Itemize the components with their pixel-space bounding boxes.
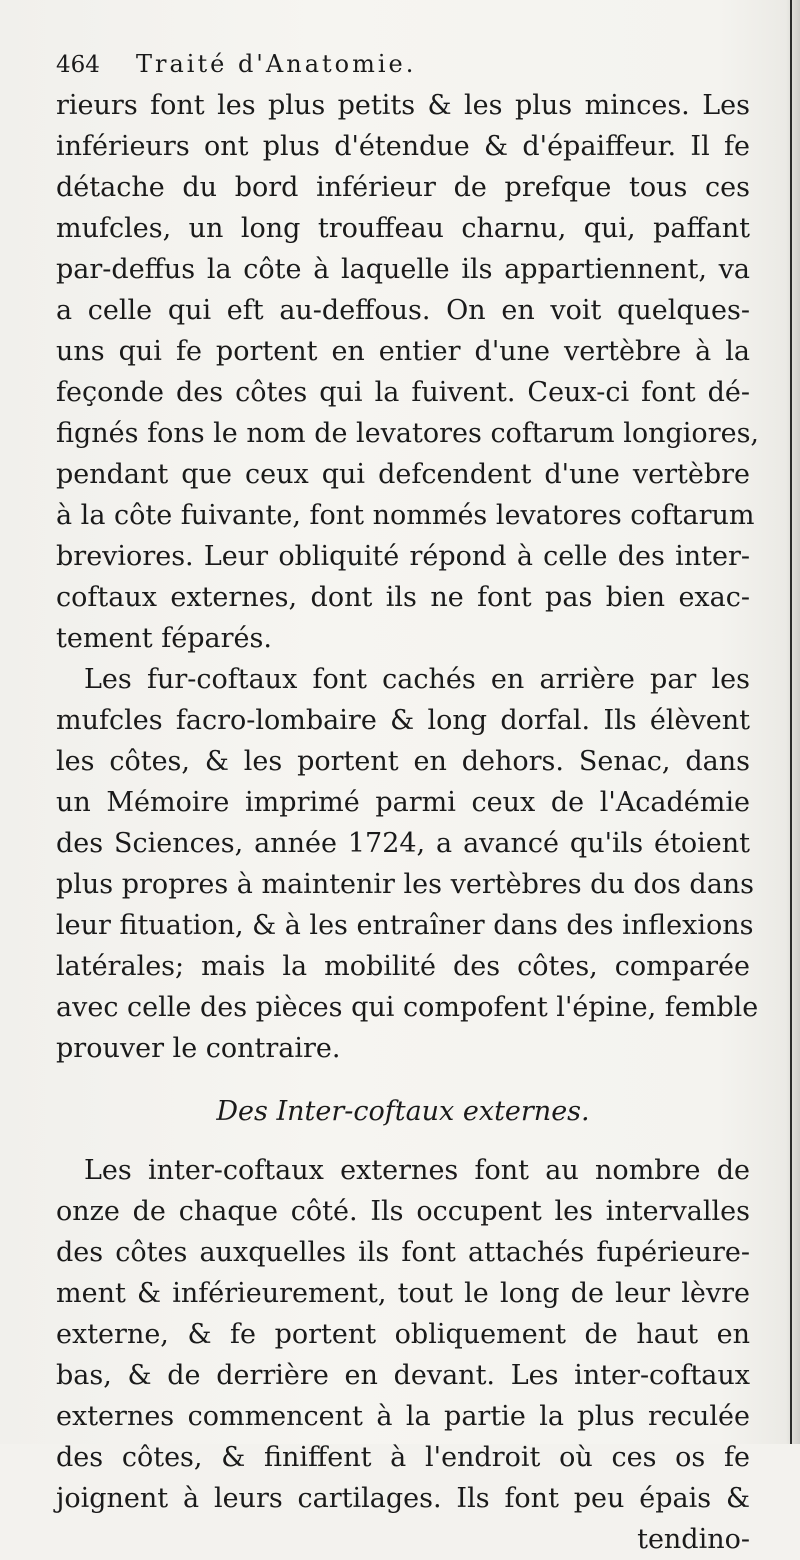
text-line: détache du bord inférieur de prefque tous ces [56,172,750,203]
section-title: Des Inter-coftaux externes. [216,1096,590,1127]
text-block [56,44,760,1560]
text-line: des côtes, & finiffent à l'endroit où ces os fe [56,1442,750,1473]
running-head [56,44,750,85]
paragraph-3 [56,1150,750,1560]
text-line: a celle qui eft au-deffous. On en voit quelques- [56,295,750,326]
text-line: fignés fons le nom de levatores coftarum longiores, [56,418,760,449]
text-line: pendant que ceux qui defcendent d'une vertèbre [56,459,750,490]
text-line: Les inter-coftaux externes font au nombre de [84,1155,750,1186]
page-edge-line [790,0,792,1444]
text-line: rieurs font les plus petits & les plus minces. Les [56,90,750,121]
text-line: mufcles facro-lombaire & long dorfal. Ils élèvent [56,705,750,736]
text-line: leur fituation, & à les entraîner dans des inflexions [56,910,754,941]
text-line: externe, & fe portent obliquement de haut en [56,1319,750,1350]
text-line: des Sciences, année 1724, a avancé qu'ils étoient [56,828,750,859]
text-line: onze de chaque côté. Ils occupent les intervalles [56,1196,750,1227]
text-line: à la côte fuivante, font nommés levatores coftarum [56,500,755,531]
text-line: uns qui fe portent en entier d'une vertèbre à la [56,336,750,367]
text-line: coftaux externes, dont ils ne font pas bien exac- [56,582,750,613]
text-line: par-deffus la côte à laquelle ils appartiennent, va [56,254,750,285]
text-line: tement féparés. [56,623,272,654]
text-line: latérales; mais la mobilité des côtes, comparée [56,951,750,982]
running-title: Traité d'Anatomie. [136,50,417,78]
text-line: un Mémoire imprimé parmi ceux de l'Académie [56,787,750,818]
text-line: mufcles, un long trouffeau charnu, qui, paffant [56,213,750,244]
text-line: des côtes auxquelles ils font attachés fupérieure- [56,1237,750,1268]
text-line: ment & inférieurement, tout le long de leur lèvre [56,1278,750,1309]
text-line: externes commencent à la partie la plus reculée [56,1401,750,1432]
paragraph-1 [56,85,760,659]
text-line: avec celle des pièces qui compofent l'épine, femble [56,992,759,1023]
text-line: inférieurs ont plus d'étendue & d'épaiffeur. Il fe [56,131,750,162]
text-line: breviores. Leur obliquité répond à celle des inter- [56,541,750,572]
text-line: plus propres à maintenir les vertèbres du dos dans [56,869,755,900]
text-line: bas, & de derrière en devant. Les inter-coftaux [56,1360,750,1391]
paragraph-2 [56,659,759,1069]
text-line: feçonde des côtes qui la fuivent. Ceux-ci font dé- [56,377,750,408]
text-line: joignent à leurs cartilages. Ils font peu épais & [56,1483,750,1514]
text-line: prouver le contraire. [56,1033,341,1064]
text-line: Les fur-coftaux font cachés en arrière par les [84,664,750,695]
text-line: les côtes, & les portent en dehors. Senac, dans [56,746,750,777]
page-edge-shadow [786,0,800,1444]
catchword: tendino- [637,1524,750,1555]
page-number: 464 [56,52,100,78]
